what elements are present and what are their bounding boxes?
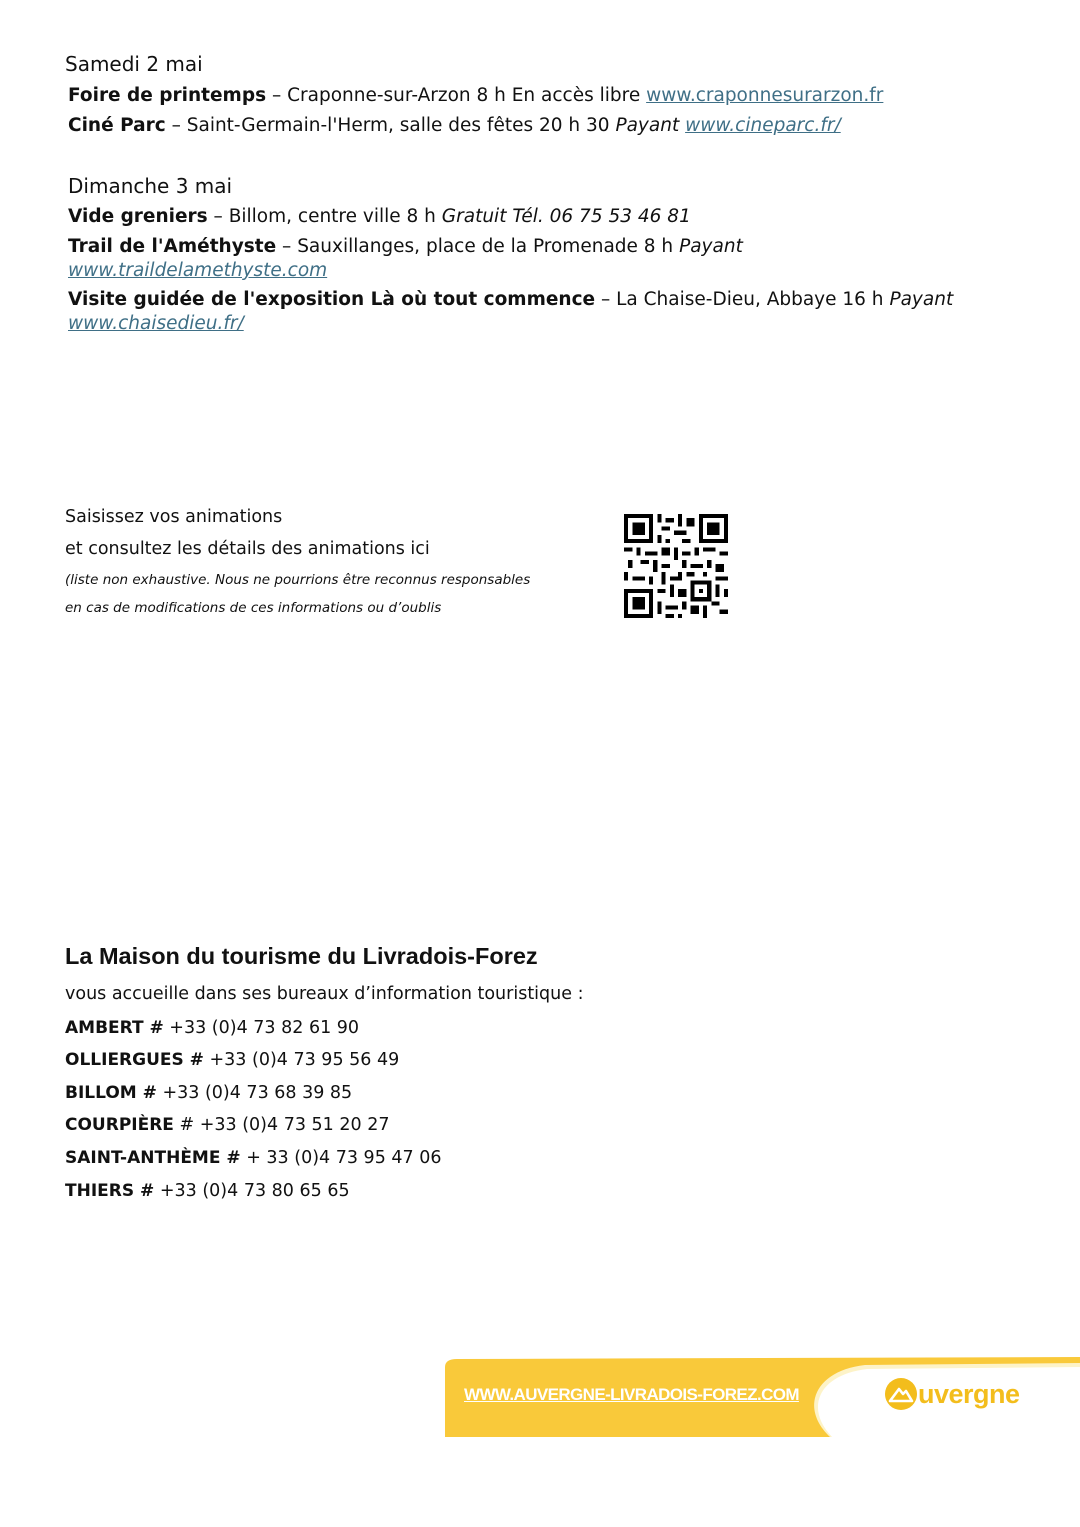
event-cine-parc — [68, 114, 841, 138]
office-phone: +33 (0)4 73 68 39 85 — [162, 1083, 353, 1103]
office-phone: + 33 (0)4 73 95 47 06 — [240, 1148, 442, 1168]
event-name: Foire de printemps — [68, 85, 267, 106]
event-link-cineparc[interactable]: www.cineparc.fr/ — [685, 115, 841, 136]
office-saint-antheme — [65, 1148, 442, 1168]
event-place: Saint-Germain-l'Herm, salle des fêtes 20 h 30 — [186, 115, 610, 136]
event-link-craponne[interactable]: www.craponnesurarzon.fr — [646, 85, 884, 106]
event-price: Payant — [679, 236, 743, 257]
office-ambert — [65, 1018, 359, 1038]
submit-line-1: Saisissez vos animations — [65, 507, 283, 527]
event-link-chaisedieu[interactable]: www.chaisedieu.fr/ — [68, 313, 244, 334]
disclaimer-line-2: en cas de modifications de ces informations ou d’oublis — [65, 600, 442, 616]
event-place: Billom, centre ville 8 h — [228, 206, 436, 227]
event-foire-de-printemps — [68, 84, 883, 108]
brand-wordmark: uvergne — [918, 1378, 1020, 1409]
event-price: Payant — [889, 289, 954, 310]
office-billom — [65, 1083, 352, 1103]
day-title-sunday: Dimanche 3 mai — [68, 174, 233, 198]
event-separator: – — [207, 206, 229, 227]
event-separator: – — [276, 236, 298, 257]
office-phone: +33 (0)4 73 82 61 90 — [163, 1018, 360, 1038]
event-place: Sauxillanges, place de la Promenade 8 h — [297, 236, 674, 257]
mountain-logo-icon — [884, 1377, 918, 1411]
event-name: Vide greniers — [68, 206, 208, 227]
maison-title: La Maison du tourisme du Livradois-Forez — [65, 943, 538, 969]
office-phone: # +33 (0)4 73 51 20 27 — [173, 1115, 390, 1135]
event-separator: – — [595, 289, 617, 310]
office-name: AMBERT # — [65, 1018, 164, 1038]
submit-line-2: et consultez les détails des animations ici — [65, 539, 430, 559]
office-thiers — [65, 1181, 350, 1201]
event-name: Trail de l'Améthyste — [68, 236, 277, 257]
event-visite-guidee — [68, 288, 953, 312]
office-name: THIERS # — [65, 1181, 155, 1201]
maison-intro: vous accueille dans ses bureaux d’information touristique : — [65, 984, 584, 1004]
office-name: COURPIÈRE — [65, 1115, 174, 1135]
event-visite-link-line — [68, 312, 244, 336]
auvergne-logo — [884, 1374, 1020, 1414]
event-trail-link-line — [68, 259, 327, 283]
event-price: Payant — [615, 115, 680, 136]
event-place: La Chaise-Dieu, Abbaye 16 h — [616, 289, 884, 310]
day-title-saturday: Samedi 2 mai — [65, 52, 203, 76]
event-price: Gratuit Tél. 06 75 53 46 81 — [441, 206, 691, 227]
office-name: SAINT-ANTHÈME # — [65, 1148, 241, 1168]
event-name: Ciné Parc — [68, 115, 166, 136]
event-trail-amethyste — [68, 235, 743, 259]
office-courpiere — [65, 1115, 389, 1135]
event-vide-greniers — [68, 205, 691, 229]
event-separator: – — [266, 85, 288, 106]
event-name: Visite guidée de l'exposition Là où tout commence — [68, 289, 596, 310]
office-name: BILLOM # — [65, 1083, 157, 1103]
event-link-trail[interactable]: www.traildelamethyste.com — [68, 260, 328, 281]
disclaimer-line-1: (liste non exhaustive. Nous ne pourrions être reconnus responsables — [65, 572, 531, 588]
office-olliergues — [65, 1050, 399, 1070]
office-phone: +33 (0)4 73 80 65 65 — [159, 1181, 350, 1201]
qr-code-icon[interactable] — [624, 514, 728, 618]
event-separator: – — [165, 115, 187, 136]
office-name: OLLIERGUES # — [65, 1050, 204, 1070]
office-phone: +33 (0)4 73 95 56 49 — [209, 1050, 400, 1070]
footer-website-link[interactable]: WWW.AUVERGNE-LIVRADOIS-FOREZ.COM — [464, 1385, 799, 1404]
event-place: Craponne-sur-Arzon 8 h En accès libre — [287, 85, 641, 106]
